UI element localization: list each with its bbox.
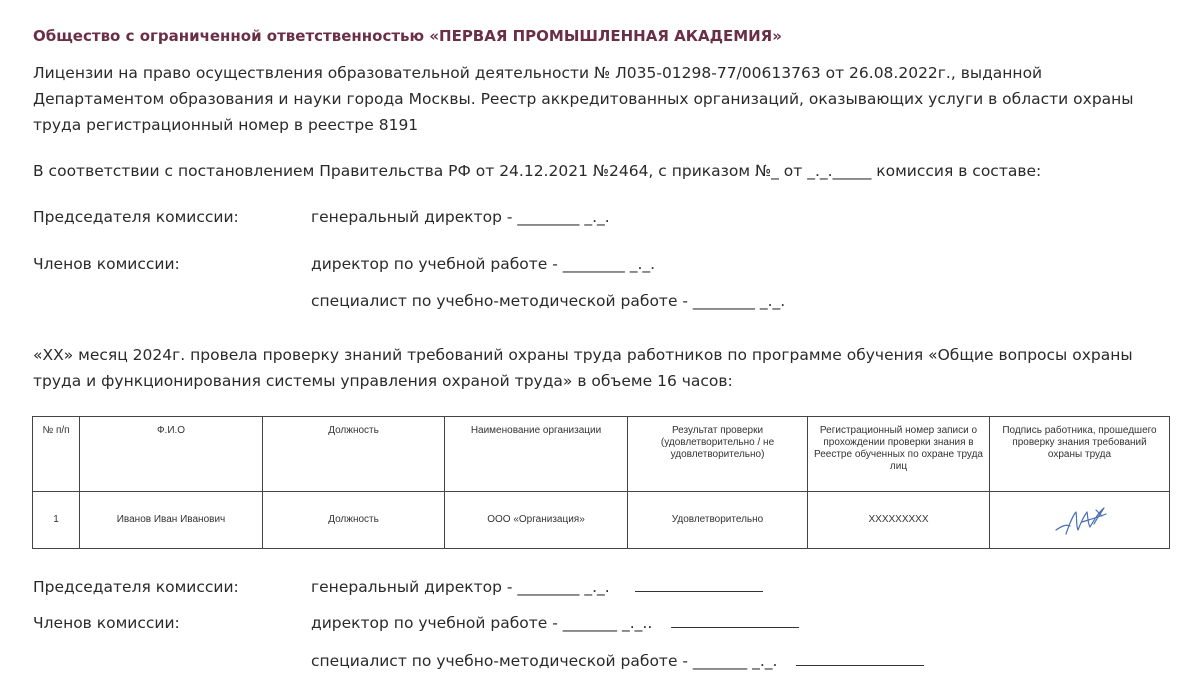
license-text: Лицензии на право осуществления образовательной деятельности № Л035-01298-77/00613763 от 26.08.2022г., выданной Департаментом образования и науки города Москвы. Реестр аккредитованных организаций, оказывающих услуги в области охраны труда регистрационный номер в реестре 8191 [33, 64, 1134, 134]
cell-result: Удовлетворительно [628, 492, 808, 549]
protocol-table [32, 416, 1170, 549]
chair-label-bottom: Председателя комиссии: [33, 578, 239, 596]
header-result: Результат проверки (удовлетворительно / не удовлетворительно) [628, 417, 808, 492]
cell-position: Должность [263, 492, 445, 549]
header-num: № п/п [33, 417, 80, 492]
member1-role: директор по учебной работе - ________ _._. [311, 255, 656, 273]
table-row [33, 492, 1170, 549]
chair-role-bottom [311, 578, 763, 596]
cell-num: 1 [33, 492, 80, 549]
chair-label: Председателя комиссии: [33, 208, 239, 226]
handwritten-signature [1052, 500, 1108, 540]
cell-organization: ООО «Организация» [445, 492, 628, 549]
member2-role: специалист по учебно-методической работе - ________ _._. [311, 292, 786, 310]
members-label: Членов комиссии: [33, 255, 180, 273]
org-title: Общество с ограниченной ответственностью «ПЕРВАЯ ПРОМЫШЛЕННАЯ АКАДЕМИЯ» [33, 27, 782, 45]
header-signature: Подпись работника, прошедшего проверку знания требований охраны труда [990, 417, 1170, 492]
member2-role-bottom [311, 652, 924, 670]
header-name: Ф.И.О [80, 417, 263, 492]
chair-signature-line [635, 591, 763, 592]
header-organization: Наименование организации [445, 417, 628, 492]
cell-reg-number: XXXXXXXXX [808, 492, 990, 549]
cell-name: Иванов Иван Иванович [80, 492, 263, 549]
member1-role-text: директор по учебной работе - _______ _._.. [311, 614, 653, 632]
member1-role-bottom [311, 614, 799, 632]
member2-signature-line [796, 665, 924, 666]
member1-signature-line [671, 627, 799, 628]
header-position: Должность [263, 417, 445, 492]
result-text: «ХХ» месяц 2024г. провела проверку знаний требований охраны труда работников по программе обучения «Общие вопросы охраны труда и функционирования системы управления охраной труда» в объеме 16 часов: [33, 346, 1133, 390]
member2-role-text: специалист по учебно-методической работе - _______ _._. [311, 652, 778, 670]
members-label-bottom: Членов комиссии: [33, 614, 180, 632]
header-reg-number: Регистрационный номер записи о прохождении проверки знания в Реестре обученных по охране труда лиц [808, 417, 990, 492]
chair-role: генеральный директор - ________ _._. [311, 208, 610, 226]
chair-role-text: генеральный директор - ________ _._. [311, 578, 610, 596]
decree-text: В соответствии с постановлением Правительства РФ от 24.12.2021 №2464, с приказом №_ от _._._____ комиссия в составе: [33, 162, 1042, 180]
cell-signature [990, 492, 1170, 549]
table-header-row [33, 417, 1170, 492]
